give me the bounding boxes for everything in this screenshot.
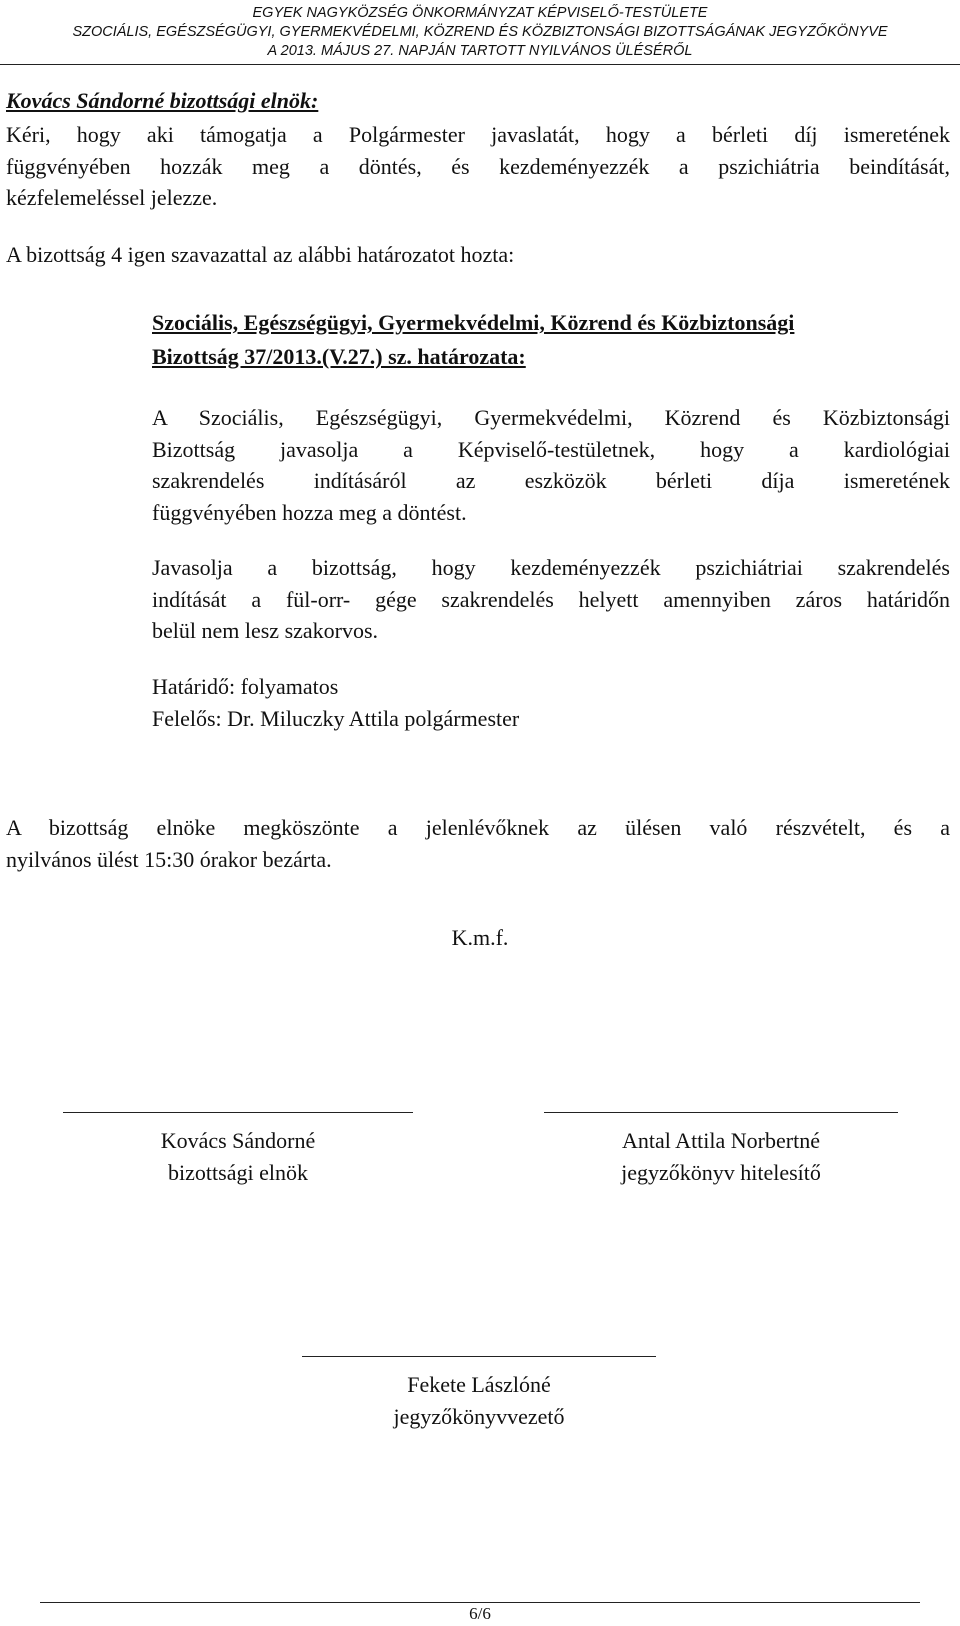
resolution-line: szakrendelés indításáról az eszközök bérleti díja ismeretének <box>152 468 950 494</box>
signature-line-bottom <box>302 1356 656 1357</box>
header-line-1: EGYEK NAGYKÖZSÉG ÖNKORMÁNYZAT KÉPVISELŐ-TESTÜLETE <box>252 5 708 21</box>
closing-paragraph <box>6 812 950 875</box>
request-line: függvényében hozzák meg a döntés, és kezdeményezzék a pszichiátria beindítását, <box>6 153 950 179</box>
speaker-label: Kovács Sándorné bizottsági elnök: <box>6 88 319 113</box>
closing-line: nyilvános ülést 15:30 órakor bezárta. <box>6 846 332 872</box>
header-line-3: A 2013. MÁJUS 27. NAPJÁN TARTOTT NYILVÁNOS ÜLÉSÉRŐL <box>267 43 693 59</box>
resolution-paragraph-2 <box>152 552 950 647</box>
request-paragraph <box>6 119 950 214</box>
header-line-2: SZOCIÁLIS, EGÉSZSÉGÜGYI, GYERMEKVÉDELMI, KÖZREND ÉS KÖZBIZTONSÁGI BIZOTTSÁGÁNAK JEGYZŐKÖNYVE <box>72 24 888 40</box>
resolution-title-line: Bizottság 37/2013.(V.27.) sz. határozata: <box>152 344 526 369</box>
request-line: kézfelemeléssel jelezze. <box>6 185 218 211</box>
signature-line-right <box>544 1112 898 1113</box>
resolution-line: Javasolja a bizottság, hogy kezdeményezzék pszichiátriai szakrendelés <box>152 555 950 580</box>
closing-line: A bizottság elnöke megköszönte a jelenlévőknek az ülésen való részvételt, és a <box>6 815 950 840</box>
request-line: Kéri, hogy aki támogatja a Polgármester javaslatát, hogy a bérleti díj ismeretének <box>6 122 950 147</box>
resolution-responsible: Felelős: Dr. Miluczky Attila polgármester <box>152 706 520 731</box>
signature-left-name: Kovács Sándorné <box>160 1128 316 1153</box>
signature-right-role: jegyzőkönyv hitelesítő <box>621 1160 821 1185</box>
resolution-title-line: Szociális, Egészségügyi, Gyermekvédelmi, Közrend és Közbiztonsági <box>152 310 795 335</box>
resolution-line: A Szociális, Egészségügyi, Gyermekvédelmi, Közrend és Közbiztonsági <box>152 405 950 430</box>
signature-right-name: Antal Attila Norbertné <box>622 1128 820 1153</box>
resolution-paragraph-1 <box>152 402 950 529</box>
header-divider <box>0 64 960 65</box>
page-number: 6/6 <box>469 1604 491 1623</box>
signature-line-left <box>63 1112 413 1113</box>
resolution-line: Bizottság javasolja a Képviselő-testületnek, hogy a kardiológiai <box>152 436 950 462</box>
vote-statement: A bizottság 4 igen szavazattal az alábbi határozatot hozta: <box>6 242 515 267</box>
resolution-title <box>152 306 950 374</box>
signature-left-role: bizottsági elnök <box>168 1160 308 1185</box>
signature-bottom-role: jegyzőkönyvvezető <box>393 1404 565 1429</box>
resolution-line: belül nem lesz szakorvos. <box>152 618 379 644</box>
resolution-line: függvényében hozza meg a döntést. <box>152 500 467 526</box>
resolution-deadline: Határidő: folyamatos <box>152 674 339 699</box>
signature-right <box>544 1125 898 1189</box>
footer-divider <box>40 1602 920 1603</box>
signature-bottom <box>302 1369 656 1433</box>
signature-left <box>63 1125 413 1189</box>
kmf-mark: K.m.f. <box>451 925 509 950</box>
resolution-line: indítását a fül-orr- gége szakrendelés helyett amennyiben záros határidőn <box>152 586 950 612</box>
document-header <box>0 4 960 61</box>
signature-bottom-name: Fekete Lászlóné <box>407 1372 551 1397</box>
